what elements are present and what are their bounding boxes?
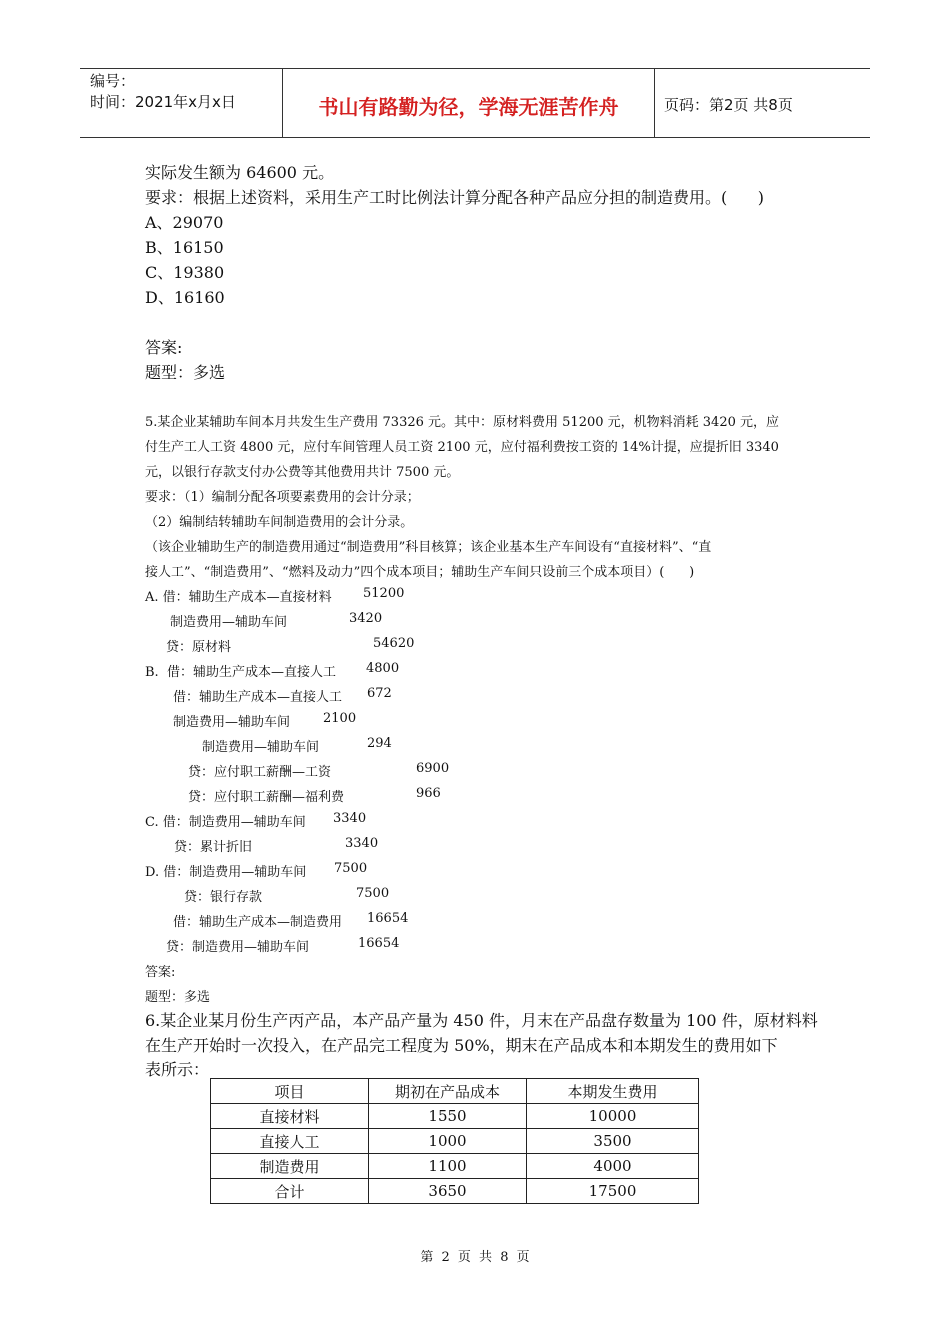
entry-amount: 7500 <box>334 861 368 876</box>
q4-option-c: C、19380 <box>145 263 225 282</box>
table-cell: 1000 <box>369 1129 527 1154</box>
q6-stem-line: 6.某企业某月份生产丙产品，本产品产量为 450 件，月末在产品盘存数量为 100 件，原材料料 <box>145 1011 818 1030</box>
entry-account: 制造费用—辅助车间 <box>170 615 288 630</box>
q4-option-b: B、16150 <box>145 238 224 257</box>
cost-table <box>210 1078 699 1204</box>
header-page-info: 页码：第2页 共8页 <box>664 96 793 114</box>
entry-amount: 16654 <box>358 936 400 951</box>
entry-amount: 16654 <box>367 911 409 926</box>
entry-account: D. 借：制造费用—辅助车间 <box>145 865 307 880</box>
column-header: 期初在产品成本 <box>369 1079 527 1104</box>
entry-amount: 7500 <box>356 886 390 901</box>
document-number-label: 编号： <box>90 72 136 90</box>
table-cell: 1100 <box>369 1154 527 1179</box>
table-row <box>211 1154 699 1179</box>
table-row <box>211 1104 699 1129</box>
table-cell: 17500 <box>527 1179 699 1204</box>
entry-amount: 966 <box>416 786 441 801</box>
q5-requirement-1: 要求：（1）编制分配各项要素费用的会计分录； <box>145 490 420 505</box>
entry-amount: 4800 <box>366 661 400 676</box>
q5-answer: 答案: <box>145 965 176 980</box>
document-date: 时间：2021年x月x日 <box>90 93 236 111</box>
table-cell: 制造费用 <box>211 1154 369 1179</box>
entry-account: 借：辅助生产成本—直接人工 <box>173 690 343 705</box>
q5-stem-line: 元，以银行存款支付办公费等其他费用共计 7500 元。 <box>145 465 460 480</box>
page-footer: 第 2 页 共 8 页 <box>420 1250 530 1265</box>
q4-requirement: 要求：根据上述资料，采用生产工时比例法计算分配各种产品应分担的制造费用。( ) <box>145 188 765 207</box>
q5-note-line: （该企业辅助生产的制造费用通过“制造费用”科目核算；该企业基本生产车间设有“直接材料”、“直 <box>145 540 712 555</box>
q4-question-type: 题型：多选 <box>145 363 226 382</box>
q5-requirement-2: （2）编制结转辅助车间制造费用的会计分录。 <box>145 515 414 530</box>
table-cell: 4000 <box>527 1154 699 1179</box>
header-divider <box>654 69 655 137</box>
entry-amount: 2100 <box>323 711 357 726</box>
table-header-row <box>211 1079 699 1104</box>
entry-account: 借：辅助生产成本—制造费用 <box>173 915 343 930</box>
page-header <box>80 68 870 138</box>
q4-option-a: A、29070 <box>145 213 224 232</box>
entry-account: B. 借：辅助生产成本—直接人工 <box>145 665 336 680</box>
entry-amount: 672 <box>367 686 392 701</box>
entry-account: 贷：应付职工薪酬—福利费 <box>188 790 345 805</box>
q6-stem-line: 表所示： <box>145 1060 210 1079</box>
q5-question-type: 题型：多选 <box>145 990 211 1005</box>
entry-account: 贷：银行存款 <box>184 890 263 905</box>
column-header: 本期发生费用 <box>527 1079 699 1104</box>
entry-amount: 54620 <box>373 636 415 651</box>
entry-amount: 6900 <box>416 761 450 776</box>
entry-account: C. 借：制造费用—辅助车间 <box>145 815 306 830</box>
table-cell: 3500 <box>527 1129 699 1154</box>
entry-account: 贷：原材料 <box>166 640 232 655</box>
table-cell: 直接材料 <box>211 1104 369 1129</box>
table-row <box>211 1129 699 1154</box>
entry-amount: 51200 <box>363 586 405 601</box>
q6-stem-line: 在生产开始时一次投入，在产品完工程度为 50%，期末在产品成本和本期发生的费用如下 <box>145 1036 778 1055</box>
entry-account: 贷：累计折旧 <box>174 840 253 855</box>
header-motto: 书山有路勤为径，学海无涯苦作舟 <box>318 95 619 119</box>
entry-account: A. 借：辅助生产成本—直接材料 <box>145 590 332 605</box>
entry-amount: 3340 <box>333 811 367 826</box>
q4-actual-amount: 实际发生额为 64600 元。 <box>145 163 335 182</box>
q5-note-line: 接人工”、“制造费用”、“燃料及动力”四个成本项目；辅助生产车间只设前三个成本项目）( ) <box>145 565 695 580</box>
table-cell: 3650 <box>369 1179 527 1204</box>
table-cell: 10000 <box>527 1104 699 1129</box>
table-cell: 直接人工 <box>211 1129 369 1154</box>
table-row <box>211 1179 699 1204</box>
entry-account: 贷：制造费用—辅助车间 <box>166 940 310 955</box>
entry-amount: 3420 <box>349 611 383 626</box>
entry-account: 贷：应付职工薪酬—工资 <box>188 765 332 780</box>
entry-amount: 3340 <box>345 836 379 851</box>
entry-account: 制造费用—辅助车间 <box>173 715 291 730</box>
entry-account: 制造费用—辅助车间 <box>202 740 320 755</box>
entry-amount: 294 <box>367 736 392 751</box>
q4-option-d: D、16160 <box>145 288 225 307</box>
header-meta <box>90 71 236 113</box>
q5-stem-line: 5.某企业某辅助车间本月共发生生产费用 73326 元。其中：原材料费用 51200 元，机物料消耗 3420 元，应 <box>145 415 779 430</box>
table-cell: 合计 <box>211 1179 369 1204</box>
table-cell: 1550 <box>369 1104 527 1129</box>
q5-stem-line: 付生产工人工资 4800 元，应付车间管理人员工资 2100 元，应付福利费按工资的 14%计提，应提折旧 3340 <box>145 440 779 455</box>
column-header: 项目 <box>211 1079 369 1104</box>
q4-answer: 答案: <box>145 338 183 357</box>
